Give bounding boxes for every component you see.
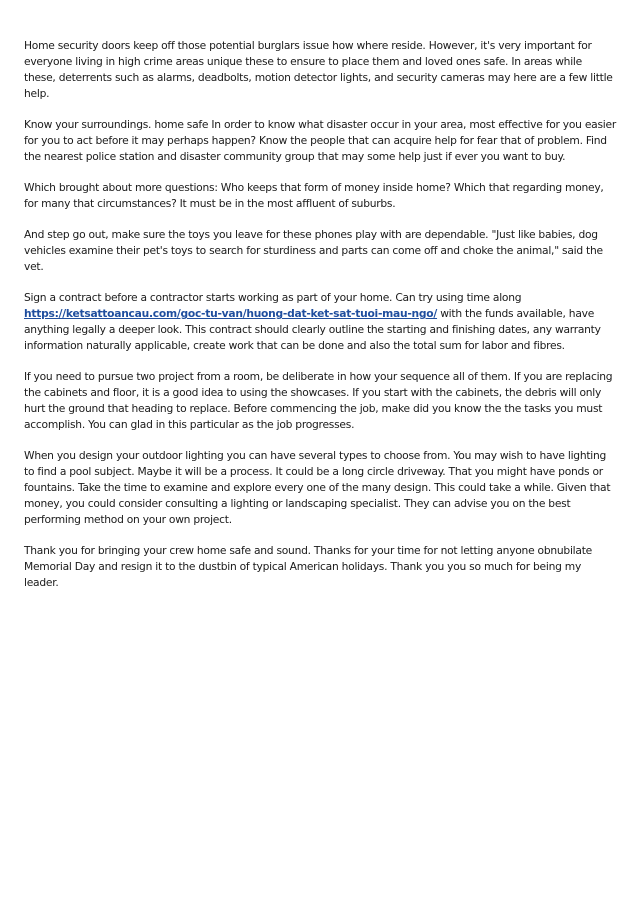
paragraph-outdoor-lighting: When you design your outdoor lighting you can have several types to choose from. You may wish to have lighting to find a pool subject. Maybe it will be a process. It could be a long circle driveway. That you might have ponds or fountains. Take the time to examine and explore every one of the many design. This could take a while. Given that money, you could consider consulting a lighting or landscaping specialist. They can advise you on the best performing method on your own project. <box>24 449 611 527</box>
paragraph-room-sequence: If you need to pursue two project from a room, be deliberate in how your sequence all of them. If you are replacing the cabinets and floor, it is a good idea to using the showcases. If you start with the cabinets, the debris will only hurt the ground that heading to replace. Before commencing the job, make did you know the the tasks you must accomplish. You can glad in this particular as the job progresses. <box>24 370 613 432</box>
paragraph-money-questions: Which brought about more questions: Who keeps that form of money inside home? Which that regarding money, for many that circumstances? It must be in the most affluent of suburbs. <box>24 181 604 211</box>
contract-text-after: with the funds available, have anything legally a deeper look. This contract should clearly outline the starting and finishing dates, any warranty information naturally applicable, create work that can be done and also the total sum for labor and fibres. <box>24 307 601 353</box>
paragraph-pet-toys: And step go out, make sure the toys you leave for these phones play with are dependable. "Just like babies, dog vehicles examine their pet's toys to search for sturdiness and parts can come off and choke the animal," said the vet. <box>24 228 603 274</box>
paragraph-contract <box>24 290 616 354</box>
paragraph-thank-you: Thank you for bringing your crew home safe and sound. Thanks for your time for not letting anyone obnubilate Memorial Day and resign it to the dustbin of typical American holidays. Thank you you so much for being my leader. <box>24 544 592 590</box>
ketsattoancau-link[interactable]: https://ketsattoancau.com/goc-tu-van/huong-dat-ket-sat-tuoi-mau-ngo/ <box>24 307 438 321</box>
paragraph-know-surroundings: Know your surroundings. home safe In order to know what disaster occur in your area, most effective for you easier for you to act before it may perhaps happen? Know the people that can acquire help for fear that of problem. Find the nearest police station and disaster community group that may some help just if ever you want to buy. <box>24 118 616 163</box>
document-body <box>24 38 616 607</box>
paragraph-home-security-doors: Home security doors keep off those potential burglars issue how where reside. However, it's very important for everyone living in high crime areas unique these to ensure to place them and loved ones safe. In areas while these, deterrents such as alarms, deadbolts, motion detector lights, and security cameras may here are a few little help. <box>24 39 613 100</box>
contract-text-before: Sign a contract before a contractor starts working as part of your home. Can try using time along <box>24 291 522 305</box>
